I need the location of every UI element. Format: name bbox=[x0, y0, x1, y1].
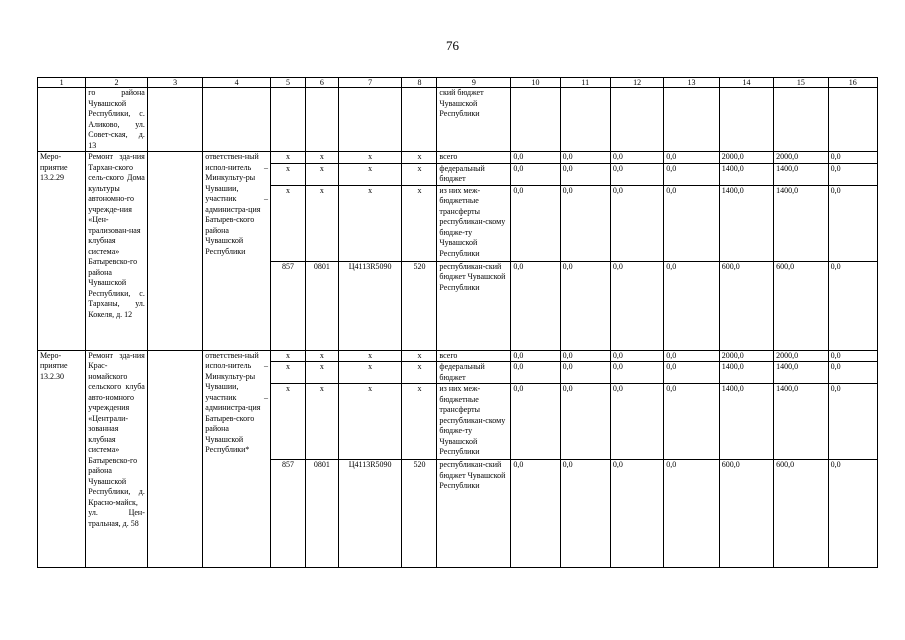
value-cell: 0,0 bbox=[664, 460, 719, 568]
cell-expense-group: x bbox=[402, 350, 437, 362]
value-cell: 1400,0 bbox=[774, 362, 828, 384]
budget-source: федеральный бюджет bbox=[437, 163, 511, 185]
value-cell: 0,0 bbox=[664, 185, 719, 261]
column-number: 1 bbox=[38, 78, 86, 88]
value-cell: 600,0 bbox=[774, 460, 828, 568]
column-number: 9 bbox=[437, 78, 511, 88]
value-cell: 0,0 bbox=[511, 384, 560, 460]
object-description: го района Чувашской Республики, с. Аликово, ул. Совет-ская, д. 13 bbox=[86, 88, 148, 152]
cell-expense-group: x bbox=[402, 152, 437, 164]
value-cell: 0,0 bbox=[828, 163, 877, 185]
object-description: Ремонт зда-ния Крас-номайского сельского клуба авто-номного учреждения «Централи-зованная клубная система» Батыревско-го района Чувашской Республики, д. Красно-майск, ул. Цен-тральная, д. 58 bbox=[86, 350, 148, 568]
value-cell: 0,0 bbox=[828, 261, 877, 350]
cell-target-article: x bbox=[338, 362, 402, 384]
value-cell: 1400,0 bbox=[774, 163, 828, 185]
value-cell: 600,0 bbox=[774, 261, 828, 350]
value-cell: 0,0 bbox=[828, 185, 877, 261]
cell-grbs: x bbox=[271, 384, 306, 460]
value-cell: 0,0 bbox=[828, 152, 877, 164]
column-number: 2 bbox=[86, 78, 148, 88]
value-cell: 0,0 bbox=[664, 163, 719, 185]
value-cell: 0,0 bbox=[560, 460, 610, 568]
cell-target-article: Ц4113R5090 bbox=[338, 261, 402, 350]
cell-expense-group: x bbox=[402, 362, 437, 384]
value-cell: 1400,0 bbox=[719, 384, 773, 460]
column-number: 16 bbox=[828, 78, 877, 88]
value-cell: 1400,0 bbox=[719, 185, 773, 261]
cell-section: x bbox=[305, 152, 338, 164]
measure-id: Меро-приятие 13.2.29 bbox=[38, 152, 86, 351]
object-description: Ремонт зда-ния Тархан-ского сель-ского Дома культуры автономно-го учрежде-ния «Цен-трализован-ная клубная система» Батыревско-го района Чувашской Республики, с. Тарханы, ул. Кокеля, д. 12 bbox=[86, 152, 148, 351]
column-number: 12 bbox=[610, 78, 663, 88]
cell-expense-group: 520 bbox=[402, 261, 437, 350]
value-cell: 0,0 bbox=[560, 362, 610, 384]
continuation-row bbox=[38, 88, 878, 152]
budget-source: республикан-ский бюджет Чувашской Республики bbox=[437, 460, 511, 568]
column-number: 5 bbox=[271, 78, 306, 88]
value-cell: 0,0 bbox=[511, 185, 560, 261]
value-cell: 0,0 bbox=[610, 152, 663, 164]
value-cell: 0,0 bbox=[560, 185, 610, 261]
column-number: 6 bbox=[305, 78, 338, 88]
value-cell: 0,0 bbox=[664, 261, 719, 350]
column-number: 10 bbox=[511, 78, 560, 88]
cell-section: x bbox=[305, 163, 338, 185]
column-number: 8 bbox=[402, 78, 437, 88]
table-row bbox=[38, 350, 878, 362]
cell-grbs: x bbox=[271, 152, 306, 164]
cell-grbs: 857 bbox=[271, 460, 306, 568]
value-cell: 0,0 bbox=[511, 163, 560, 185]
value-cell: 0,0 bbox=[511, 152, 560, 164]
column-number: 4 bbox=[203, 78, 271, 88]
responsible-executor: ответствен-ный испол-нитель – Минкульту-ры Чувашии, участник – администра-ция Батырев-ского района Чувашской Республики bbox=[203, 152, 271, 351]
value-cell: 0,0 bbox=[828, 384, 877, 460]
cell-section: x bbox=[305, 350, 338, 362]
cell-section: x bbox=[305, 362, 338, 384]
budget-source: из них меж-бюджетные трансферты республикан-скому бюдже-ту Чувашской Республики bbox=[437, 185, 511, 261]
budget-source: федеральный бюджет bbox=[437, 362, 511, 384]
value-cell: 0,0 bbox=[664, 152, 719, 164]
value-cell: 600,0 bbox=[719, 460, 773, 568]
budget-source: республикан-ский бюджет Чувашской Республики bbox=[437, 261, 511, 350]
measure-id: Меро-приятие 13.2.30 bbox=[38, 350, 86, 568]
value-cell: 1400,0 bbox=[719, 362, 773, 384]
table-row bbox=[38, 152, 878, 164]
value-cell: 0,0 bbox=[610, 185, 663, 261]
value-cell: 0,0 bbox=[511, 350, 560, 362]
cell-grbs: x bbox=[271, 163, 306, 185]
column-number: 3 bbox=[147, 78, 202, 88]
value-cell: 0,0 bbox=[664, 350, 719, 362]
cell-expense-group: x bbox=[402, 163, 437, 185]
value-cell: 0,0 bbox=[610, 261, 663, 350]
budget-source: ский бюджет Чувашской Республики bbox=[437, 88, 511, 152]
value-cell: 0,0 bbox=[828, 362, 877, 384]
value-cell: 0,0 bbox=[511, 460, 560, 568]
cell-expense-group: x bbox=[402, 384, 437, 460]
budget-source: из них меж-бюджетные трансферты республикан-скому бюдже-ту Чувашской Республики bbox=[437, 384, 511, 460]
cell-section: x bbox=[305, 384, 338, 460]
value-cell: 1400,0 bbox=[719, 163, 773, 185]
value-cell: 0,0 bbox=[560, 350, 610, 362]
cell-target-article: Ц4113R5090 bbox=[338, 460, 402, 568]
value-cell: 0,0 bbox=[560, 384, 610, 460]
value-cell: 2000,0 bbox=[774, 152, 828, 164]
cell-grbs: x bbox=[271, 362, 306, 384]
cell-section: 0801 bbox=[305, 460, 338, 568]
column-number: 14 bbox=[719, 78, 773, 88]
budget-source: всего bbox=[437, 350, 511, 362]
value-cell: 0,0 bbox=[560, 163, 610, 185]
cell-section: x bbox=[305, 185, 338, 261]
value-cell: 0,0 bbox=[664, 362, 719, 384]
value-cell: 0,0 bbox=[610, 350, 663, 362]
budget-source: всего bbox=[437, 152, 511, 164]
value-cell: 600,0 bbox=[719, 261, 773, 350]
value-cell: 0,0 bbox=[828, 350, 877, 362]
cell-section: 0801 bbox=[305, 261, 338, 350]
cell-target-article: x bbox=[338, 152, 402, 164]
cell-grbs: x bbox=[271, 350, 306, 362]
column-number-row bbox=[38, 78, 878, 88]
value-cell: 2000,0 bbox=[774, 350, 828, 362]
value-cell: 0,0 bbox=[511, 362, 560, 384]
value-cell: 0,0 bbox=[560, 152, 610, 164]
value-cell: 0,0 bbox=[610, 163, 663, 185]
column-number: 13 bbox=[664, 78, 719, 88]
responsible-executor: ответствен-ный испол-нитель – Минкульту-ры Чувашии, участник – администра-ция Батырев-ского района Чувашской Республики* bbox=[203, 350, 271, 568]
value-cell: 0,0 bbox=[610, 460, 663, 568]
value-cell: 0,0 bbox=[511, 261, 560, 350]
value-cell: 2000,0 bbox=[719, 350, 773, 362]
cell-target-article: x bbox=[338, 350, 402, 362]
value-cell: 0,0 bbox=[610, 384, 663, 460]
cell-expense-group: 520 bbox=[402, 460, 437, 568]
cell-target-article: x bbox=[338, 384, 402, 460]
value-cell: 0,0 bbox=[560, 261, 610, 350]
value-cell: 0,0 bbox=[828, 460, 877, 568]
column-number: 15 bbox=[774, 78, 828, 88]
value-cell: 0,0 bbox=[664, 384, 719, 460]
cell-grbs: 857 bbox=[271, 261, 306, 350]
value-cell: 0,0 bbox=[610, 362, 663, 384]
cell-grbs: x bbox=[271, 185, 306, 261]
value-cell: 2000,0 bbox=[719, 152, 773, 164]
cell-target-article: x bbox=[338, 163, 402, 185]
column-number: 11 bbox=[560, 78, 610, 88]
column-number: 7 bbox=[338, 78, 402, 88]
page-number: 76 bbox=[446, 38, 459, 53]
value-cell: 1400,0 bbox=[774, 185, 828, 261]
value-cell: 1400,0 bbox=[774, 384, 828, 460]
cell-expense-group: x bbox=[402, 185, 437, 261]
cell-target-article: x bbox=[338, 185, 402, 261]
budget-table bbox=[37, 77, 878, 568]
